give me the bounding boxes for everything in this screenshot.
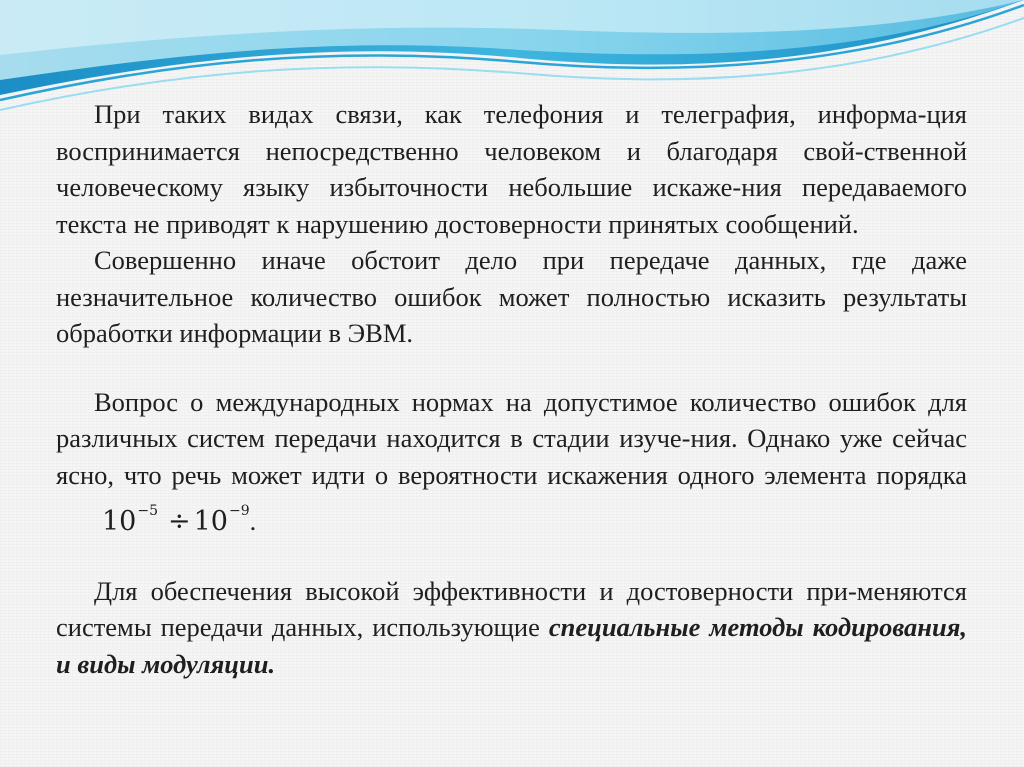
paragraph-1: При таких видах связи, как телефония и телеграфия, информа-ция воспринимается непосредственно человеком и благодаря свой-ственной человеческому языку избыточности небольшие искаже-ния передаваемого текста не приводят к нарушению достоверности принятых сообщений. — [56, 99, 967, 239]
formula-base-1: 10 — [102, 506, 137, 537]
formula-period: . — [249, 506, 257, 536]
paragraph-3-text: Вопрос о международных нормах на допустимое количество ошибок для различных систем передачи находится в стадии изуче-ния. Однако уже сейчас ясно, что речь может идти о вероятности искажения одного элемента порядка — [56, 386, 967, 490]
paragraph-4 — [56, 573, 967, 683]
formula-exponent-1: −5 — [137, 503, 158, 519]
paragraph-4-text: Для обеспечения высокой эффективности и достоверности при-меняются системы передачи данных, использующие — [56, 575, 967, 642]
paragraph-3 — [56, 384, 967, 541]
slide-content — [56, 96, 967, 682]
paragraph-4-emphasis: специальные методы кодирования, и виды модуляции. — [56, 612, 967, 679]
probability-formula — [64, 493, 250, 541]
paragraph-2: Совершенно иначе обстоит дело при передаче данных, где даже незначительное количество ошибок может полностью исказить результаты обработки информации в ЭВМ. — [56, 245, 967, 348]
formula-divide-sign: ÷ — [168, 506, 191, 537]
formula-exponent-2: −9 — [228, 503, 250, 519]
formula-base-2: 10 — [193, 506, 228, 537]
